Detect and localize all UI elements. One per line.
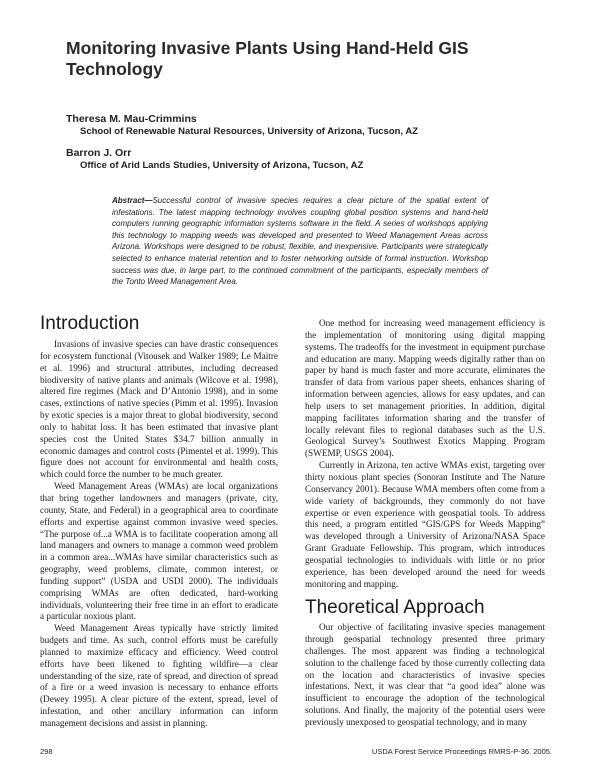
abstract: [112, 195, 488, 288]
paragraph: One method for increasing weed management efficiency is the implementation of monitoring using digital mapping systems. The tradeoffs for the investment in equipment purchase and education are many. Mapping weeds digitally rather than on paper by hand is much faster and more accurate, eliminates the transfer of data from various paper sheets, enhances sharing of information between agencies, allows for easy updates, and can help users to set management priorities. In addition, digital mapping facilitates information sharing and the transfer of locally relevant files to regional databases such as the U.S. Geological Survey’s Southwest Exotics Mapping Program (SWEMP, USGS 2004).: [305, 318, 545, 459]
section-heading-introduction: Introduction: [40, 313, 140, 334]
author-name: Barron J. Orr: [66, 147, 132, 159]
paragraph: Weed Management Areas (WMAs) are local organizations that bring together landowners and managers (private, city, county, State, and Federal) in a geographical area to coordinate efforts and expertise against common invasive weed species. “The purpose of...a WMA is to facilitate cooperation among all land managers and owners to manage a common weed problem in a common area...WMAs have similar characteristics such as geography, weed problems, climate, common interest, or funding support” (USDA and USDI 2000). The individuals comprising WMAs are often dedicated, hard-working individuals, volunteering their free time in an effort to eradicate a particular noxious plant.: [40, 481, 278, 622]
abstract-text: Successful control of invasive species requires a clear picture of the spatial extent of infestations. The latest mapping technology involves coupling global position systems and hand-held computers running geographic information systems software in the field. A series of workshops applying this technology to mapping weeds was developed and presented to Weed Management Areas across Arizona. Workshops were designed to be robust, flexible, and inexpensive. Participants were strategically selected to enhance material retention and to foster networking outside of formal instruction. Workshop success was due, in large part, to the continued commitment of the participants, especially members of the Tonto Weed Management Area.: [112, 196, 488, 287]
paragraph: Our objective of facilitating invasive species management through geospatial technology presented three primary challenges. The most apparent was finding a technological solution to the challenge faced by those currently collecting data on the location and characteristics of invasive species infestations. Next, it was clear that “a good idea” alone was insufficient to encourage the adoption of the technological solutions. And finally, the majority of the potential users were previously unexposed to geospatial technology, and in many: [305, 622, 545, 727]
paragraph: Currently in Arizona, ten active WMAs exist, targeting over thirty noxious plant species (Sonoran Institute and The Nature Conservancy 2001). Because WMA members often come from a wide variety of backgrounds, they commonly do not have expertise or even experience with geospatial tools. To address this need, a program entitled “GIS/GPS for Weeds Mapping” was developed through a University of Arizona/NASA Space Grant Graduate Fellowship. This program, which introduces geospatial technologies to individuals with little or no prior experience, has been developed around the need for weeds monitoring and mapping.: [305, 460, 545, 589]
author-affiliation: Office of Arid Lands Studies, University of Arizona, Tucson, AZ: [80, 160, 364, 171]
author-affiliation: School of Renewable Natural Resources, University of Arizona, Tucson, AZ: [80, 126, 419, 137]
footer-citation: USDA Forest Service Proceedings RMRS-P-36. 2005.: [371, 747, 552, 756]
right-column: [305, 318, 545, 729]
author-name: Theresa M. Mau-Crimmins: [66, 113, 197, 125]
page-title: Monitoring Invasive Plants Using Hand-Held GIS Technology: [66, 38, 469, 79]
left-column: [40, 339, 278, 730]
section-heading-theoretical-approach: Theoretical Approach: [305, 597, 485, 619]
page-number: 298: [40, 747, 53, 756]
paragraph: Invasions of invasive species can have drastic consequences for ecosystem functional (Vitousek and Walker 1989; Le Maitre et al. 1996) and structural attributes, including decreased biodiversity of native plants and animals (Wilcove et al. 1998), altered fire regimes (Mack and D’Antonio 1998), and in some cases, extinctions of native species (Pimm et al. 1995). Invasion by exotic species is a major threat to global biodiversity, second only to habitat loss. It has been estimated that invasive plant species cost the United States $34.7 billion annually in economic damages and control costs (Pimentel et al. 1999). This figure does not account for environmental and health costs, which could force the number to be much greater.: [40, 339, 278, 480]
paragraph: Weed Management Areas typically have strictly limited budgets and time. As such, control efforts must be carefully planned to maximize efficacy and efficiency. Weed control efforts have been likened to fighting wildfire—a clear understanding of the size, rate of spread, and direction of spread of a fire or a weed invasion is necessary to enhance efforts (Dewey 1995). A clear picture of the extent, spread, level of infestation, and other ancillary information can inform management decisions and assist in planning.: [40, 623, 278, 728]
abstract-label: Abstract—: [112, 196, 153, 205]
